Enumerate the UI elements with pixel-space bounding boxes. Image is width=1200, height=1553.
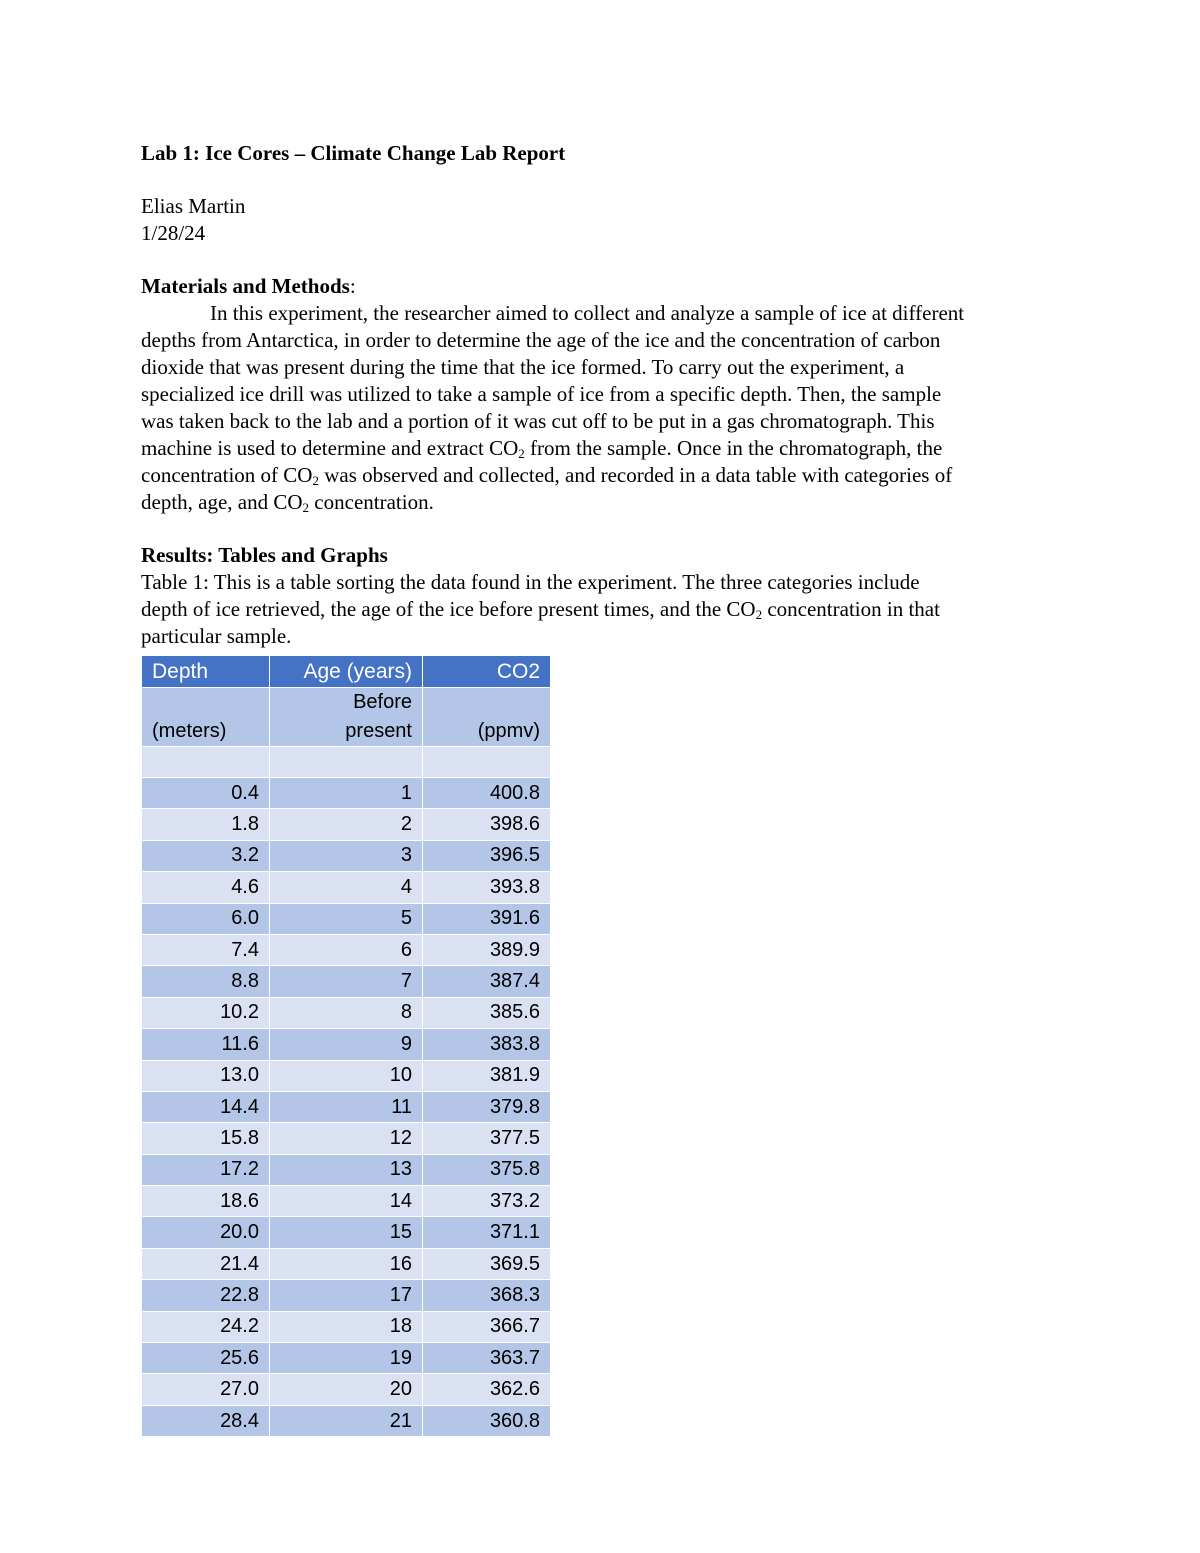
table-row xyxy=(142,872,551,903)
cell-co2: 393.8 xyxy=(423,872,551,903)
cell-age: 19 xyxy=(270,1343,423,1374)
table-units-row xyxy=(142,688,551,747)
cell-age: 2 xyxy=(270,809,423,840)
methods-line-4: specialized ice drill was utilized to take a sample of ice from a specific depth. Then, the sample xyxy=(141,382,942,406)
methods-line-7-sub: 2 xyxy=(312,473,319,488)
cell-age: 17 xyxy=(270,1280,423,1311)
cell-age: 16 xyxy=(270,1248,423,1279)
table-row xyxy=(142,1029,551,1060)
cell-co2: 396.5 xyxy=(423,840,551,871)
methods-line-6 xyxy=(141,435,1053,462)
table-row xyxy=(142,997,551,1028)
cell-co2: 369.5 xyxy=(423,1248,551,1279)
cell-depth: 17.2 xyxy=(142,1154,270,1185)
header-co2: CO2 xyxy=(423,656,551,688)
table-row xyxy=(142,840,551,871)
cell-depth: 27.0 xyxy=(142,1374,270,1405)
cell-co2: 398.6 xyxy=(423,809,551,840)
cell-age: 8 xyxy=(270,997,423,1028)
blank-cell xyxy=(142,747,270,778)
table-row xyxy=(142,1060,551,1091)
cell-depth: 21.4 xyxy=(142,1248,270,1279)
blank-cell xyxy=(270,747,423,778)
cell-depth: 8.8 xyxy=(142,966,270,997)
table-row xyxy=(142,1405,551,1436)
methods-line-5: was taken back to the lab and a portion of it was cut off to be put in a gas chromatograph. This xyxy=(141,409,935,433)
table-row xyxy=(142,1217,551,1248)
cell-co2: 385.6 xyxy=(423,997,551,1028)
methods-line-7-a: concentration of CO xyxy=(141,463,313,487)
cell-depth: 6.0 xyxy=(142,903,270,934)
blank-cell xyxy=(423,747,551,778)
ice-core-data-table xyxy=(141,655,551,1437)
table-row xyxy=(142,1374,551,1405)
table-row xyxy=(142,1091,551,1122)
methods-line-8-b: concentration. xyxy=(309,490,434,514)
cell-co2: 360.8 xyxy=(423,1405,551,1436)
table-row xyxy=(142,1248,551,1279)
cell-age: 1 xyxy=(270,778,423,809)
cell-age: 11 xyxy=(270,1091,423,1122)
cell-age: 20 xyxy=(270,1374,423,1405)
cell-depth: 7.4 xyxy=(142,934,270,965)
cell-age: 3 xyxy=(270,840,423,871)
methods-heading xyxy=(141,273,1061,300)
cell-co2: 379.8 xyxy=(423,1091,551,1122)
results-heading: Results: Tables and Graphs xyxy=(141,543,388,567)
caption-line-2 xyxy=(141,596,1053,623)
cell-depth: 20.0 xyxy=(142,1217,270,1248)
cell-co2: 400.8 xyxy=(423,778,551,809)
cell-depth: 1.8 xyxy=(142,809,270,840)
methods-line-1 xyxy=(141,300,1053,327)
cell-depth: 24.2 xyxy=(142,1311,270,1342)
cell-age: 5 xyxy=(270,903,423,934)
unit-co2: (ppmv) xyxy=(423,688,551,747)
table-row xyxy=(142,1280,551,1311)
cell-co2: 377.5 xyxy=(423,1123,551,1154)
methods-line-6-sub: 2 xyxy=(518,446,525,461)
cell-co2: 381.9 xyxy=(423,1060,551,1091)
caption-line-2-sub: 2 xyxy=(755,607,763,622)
cell-depth: 11.6 xyxy=(142,1029,270,1060)
unit-age-line-2: present xyxy=(345,720,412,742)
methods-heading-text: Materials and Methods xyxy=(141,274,350,298)
cell-depth: 15.8 xyxy=(142,1123,270,1154)
table-row xyxy=(142,1186,551,1217)
cell-co2: 387.4 xyxy=(423,966,551,997)
methods-line-8-sub: 2 xyxy=(302,500,310,515)
table-row xyxy=(142,1343,551,1374)
cell-age: 13 xyxy=(270,1154,423,1185)
cell-co2: 383.8 xyxy=(423,1029,551,1060)
caption-line-3: particular sample. xyxy=(141,624,292,648)
table-row xyxy=(142,1123,551,1154)
header-depth: Depth xyxy=(142,656,270,688)
document-page xyxy=(141,140,1061,650)
unit-depth: (meters) xyxy=(142,688,270,747)
methods-line-1-text: In this experiment, the researcher aimed to collect and analyze a sample of ice at different xyxy=(210,301,965,325)
table-row xyxy=(142,809,551,840)
methods-line-7 xyxy=(141,462,1053,489)
methods-line-3: dioxide that was present during the time that the ice formed. To carry out the experiment, a xyxy=(141,355,905,379)
cell-co2: 391.6 xyxy=(423,903,551,934)
cell-age: 14 xyxy=(270,1186,423,1217)
header-age: Age (years) xyxy=(270,656,423,688)
methods-line-2: depths from Antarctica, in order to determine the age of the ice and the concentration of carbon xyxy=(141,328,941,352)
methods-line-6-b: from the sample. Once in the chromatograph, the xyxy=(524,436,943,460)
cell-age: 12 xyxy=(270,1123,423,1154)
cell-co2: 363.7 xyxy=(423,1343,551,1374)
author-name: Elias Martin xyxy=(141,194,246,218)
cell-age: 7 xyxy=(270,966,423,997)
cell-depth: 25.6 xyxy=(142,1343,270,1374)
caption-line-1: Table 1: This is a table sorting the data found in the experiment. The three categories include xyxy=(141,570,920,594)
cell-age: 6 xyxy=(270,934,423,965)
unit-age xyxy=(270,688,423,747)
caption-line-2-a: depth of ice retrieved, the age of the ice before present times, and the CO xyxy=(141,597,756,621)
cell-co2: 368.3 xyxy=(423,1280,551,1311)
caption-line-2-b: concentration in that xyxy=(762,597,940,621)
cell-age: 9 xyxy=(270,1029,423,1060)
cell-co2: 373.2 xyxy=(423,1186,551,1217)
table-blank-row xyxy=(142,747,551,778)
table-row xyxy=(142,934,551,965)
cell-age: 4 xyxy=(270,872,423,903)
cell-co2: 366.7 xyxy=(423,1311,551,1342)
methods-line-8 xyxy=(141,489,1053,516)
methods-paragraph xyxy=(141,300,1053,516)
unit-age-line-1: Before xyxy=(353,691,412,713)
cell-depth: 28.4 xyxy=(142,1405,270,1436)
cell-age: 10 xyxy=(270,1060,423,1091)
cell-co2: 371.1 xyxy=(423,1217,551,1248)
cell-depth: 22.8 xyxy=(142,1280,270,1311)
methods-line-7-b: was observed and collected, and recorded in a data table with categories of xyxy=(318,463,953,487)
cell-age: 15 xyxy=(270,1217,423,1248)
cell-age: 21 xyxy=(270,1405,423,1436)
methods-heading-colon: : xyxy=(349,274,356,298)
cell-depth: 10.2 xyxy=(142,997,270,1028)
cell-co2: 389.9 xyxy=(423,934,551,965)
table-row xyxy=(142,1311,551,1342)
table-row xyxy=(142,1154,551,1185)
cell-depth: 18.6 xyxy=(142,1186,270,1217)
report-date: 1/28/24 xyxy=(141,221,206,245)
cell-depth: 14.4 xyxy=(142,1091,270,1122)
methods-line-8-a: depth, age, and CO xyxy=(141,490,303,514)
cell-co2: 375.8 xyxy=(423,1154,551,1185)
cell-depth: 4.6 xyxy=(142,872,270,903)
table-caption xyxy=(141,569,1053,650)
cell-depth: 13.0 xyxy=(142,1060,270,1091)
cell-co2: 362.6 xyxy=(423,1374,551,1405)
cell-depth: 3.2 xyxy=(142,840,270,871)
table-row xyxy=(142,903,551,934)
cell-age: 18 xyxy=(270,1311,423,1342)
table-row xyxy=(142,778,551,809)
cell-depth: 0.4 xyxy=(142,778,270,809)
table-header-row xyxy=(142,656,551,688)
report-title: Lab 1: Ice Cores – Climate Change Lab Report xyxy=(141,141,566,165)
methods-line-6-a: machine is used to determine and extract CO xyxy=(141,436,519,460)
table-row xyxy=(142,966,551,997)
